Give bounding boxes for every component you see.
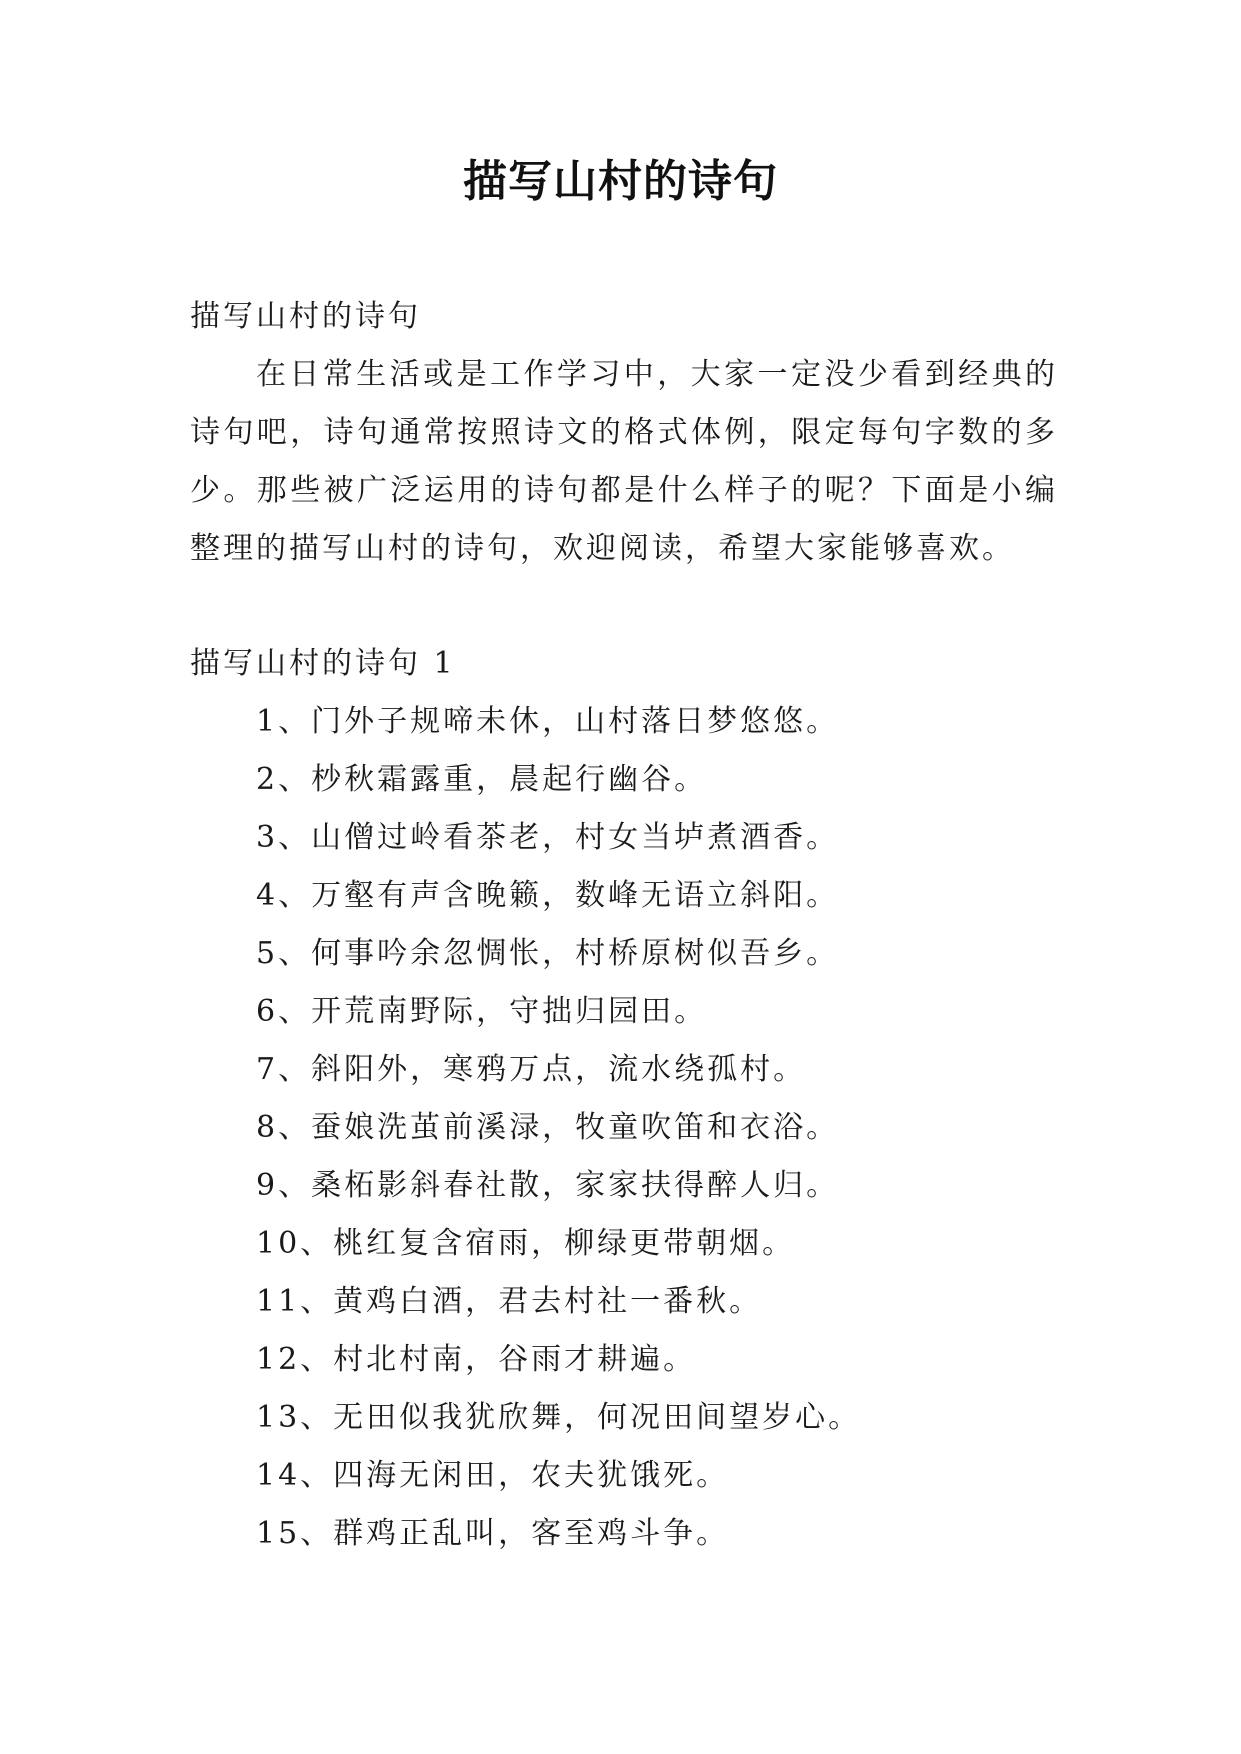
verse-item: 5、何事吟余忽惆怅，村桥原树似吾乡。 bbox=[256, 936, 840, 971]
verse-item: 12、村北村南，谷雨才耕遍。 bbox=[256, 1342, 697, 1377]
verse-item: 3、山僧过岭看茶老，村女当垆煮酒香。 bbox=[256, 820, 840, 855]
verse-item: 8、蚕娘洗茧前溪渌，牧童吹笛和衣浴。 bbox=[256, 1110, 840, 1145]
verse-item: 15、群鸡正乱叫，客至鸡斗争。 bbox=[256, 1516, 730, 1551]
verse-item: 14、四海无闲田，农夫犹饿死。 bbox=[256, 1458, 730, 1493]
verse-item: 11、黄鸡白酒，君去村社一番秋。 bbox=[256, 1284, 763, 1319]
verse-item: 6、开荒南野际，守拙归园田。 bbox=[256, 994, 708, 1029]
verse-item: 13、无田似我犹欣舞，何况田间望岁心。 bbox=[256, 1400, 862, 1435]
page-title: 描写山村的诗句 bbox=[463, 156, 778, 207]
verse-list bbox=[256, 693, 1056, 1563]
verse-item: 4、万壑有声含晚籁，数峰无语立斜阳。 bbox=[256, 878, 840, 913]
section-heading: 描写山村的诗句 1 bbox=[190, 646, 456, 681]
intro-heading: 描写山村的诗句 bbox=[190, 299, 421, 334]
verse-item: 10、桃红复含宿雨，柳绿更带朝烟。 bbox=[256, 1226, 796, 1261]
verse-item: 1、门外子规啼未休，山村落日梦悠悠。 bbox=[256, 704, 840, 739]
intro-paragraph: 在日常生活或是工作学习中，大家一定没少看到经典的诗句吧，诗句通常按照诗文的格式体例，限定每句字数的多少。那些被广泛运用的诗句都是什么样子的呢？下面是小编整理的描写山村的诗句，欢迎阅读，希望大家能够喜欢。 bbox=[190, 357, 1058, 566]
verse-item: 7、斜阳外，寒鸦万点，流水绕孤村。 bbox=[256, 1052, 807, 1087]
verse-item: 2、杪秋霜露重，晨起行幽谷。 bbox=[256, 762, 708, 797]
verse-item: 9、桑柘影斜春社散，家家扶得醉人归。 bbox=[256, 1168, 840, 1203]
